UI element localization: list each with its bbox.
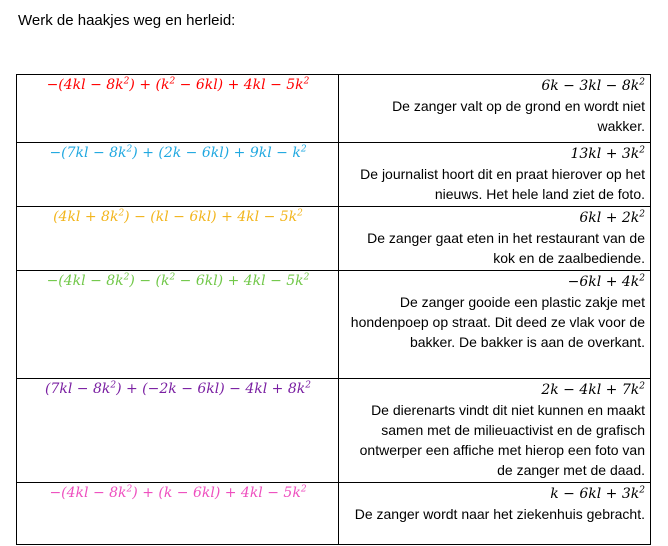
answer-cell: [339, 379, 651, 483]
story-text: De journalist hoort dit en praat hierover op het nieuws. Het hele land ziet de foto.: [360, 166, 645, 202]
exponent: 2: [110, 380, 117, 391]
expression-cell: [17, 379, 339, 483]
story-text: De zanger gooide een plastic zakje met hondenpoep op straat. Dit deed ze vlak voor de bakker. De bakker is aan de overkant.: [350, 294, 645, 350]
expression-part: −(7kl − 8k: [49, 145, 127, 161]
exponent: 2: [126, 484, 133, 495]
answer-expression-part: k − 6kl + 3k: [550, 486, 640, 502]
expression-cell: [17, 207, 339, 271]
answer-cell: [339, 483, 651, 545]
expression-part: ) − (kl − 6kl) + 4kl − 5k: [124, 209, 298, 225]
answer-expression: [345, 208, 645, 228]
answer-cell: [339, 271, 651, 379]
expression-part: (7kl − 8k: [45, 381, 111, 397]
expression-cell: [17, 143, 339, 207]
answer-expression: [345, 272, 645, 292]
answer-expression: [345, 380, 645, 400]
expression-cell: [17, 483, 339, 545]
exponent: 2: [126, 144, 133, 155]
exponent: 2: [169, 272, 176, 283]
instruction-heading: Werk de haakjes weg en herleid:: [18, 12, 236, 29]
answer-cell: [339, 75, 651, 143]
table-row: [17, 483, 651, 545]
table-row: [17, 207, 651, 271]
expression-cell: [17, 75, 339, 143]
story-text: De zanger gaat eten in het restaurant van de kok en de zaalbediende.: [367, 230, 645, 266]
expression-part: ) − (k: [129, 273, 170, 289]
exponent: 2: [300, 484, 307, 495]
exponent: 2: [639, 381, 645, 392]
exponent: 2: [639, 77, 645, 88]
exponent: 2: [118, 208, 125, 219]
expression-cell: [17, 271, 339, 379]
expression-part: (4kl + 8k: [53, 209, 119, 225]
answer-expression: [345, 144, 645, 164]
answer-expression: [345, 484, 645, 504]
exponent: 2: [305, 380, 311, 391]
expression-part: ) + (k: [129, 77, 170, 93]
answer-cell: [339, 207, 651, 271]
exponent: 2: [303, 76, 310, 87]
exponent: 2: [639, 485, 645, 496]
story-text: De zanger valt op de grond en wordt niet wakker.: [392, 98, 645, 134]
answer-cell: [339, 143, 651, 207]
table-row: [17, 271, 651, 379]
expression-part: − 6kl) + 4kl − 5k: [175, 273, 304, 289]
answer-expression-part: 6kl + 2k: [579, 210, 640, 226]
table-row: [17, 143, 651, 207]
exponent: 2: [123, 76, 130, 87]
exponent: 2: [639, 145, 645, 156]
expression-part: ) + (−2k − 6kl) − 4kl + 8k: [116, 381, 306, 397]
exponent: 2: [123, 272, 130, 283]
expression-part: −(4kl − 8k: [46, 273, 124, 289]
exponent: 2: [300, 144, 307, 155]
answer-expression-part: 2k − 4kl + 7k: [541, 382, 640, 398]
expression-part: ) + (2k − 6kl) + 9kl − k: [132, 145, 301, 161]
exponent: 2: [303, 272, 310, 283]
exercise-table: [16, 74, 651, 545]
exponent: 2: [297, 208, 303, 219]
table-row: [17, 379, 651, 483]
expression-part: − 6kl) + 4kl − 5k: [175, 77, 304, 93]
table-row: [17, 75, 651, 143]
answer-expression-part: 13kl + 3k: [570, 146, 640, 162]
expression-part: ) + (k − 6kl) + 4kl − 5k: [132, 485, 301, 501]
story-text: De zanger wordt naar het ziekenhuis gebracht.: [354, 506, 645, 522]
expression-part: −(4kl − 8k: [46, 77, 124, 93]
exponent: 2: [639, 209, 645, 220]
answer-expression: [345, 76, 645, 96]
answer-expression-part: 6k − 3kl − 8k: [541, 78, 640, 94]
expression-part: −(4kl − 8k: [49, 485, 127, 501]
story-text: De dierenarts vindt dit niet kunnen en maakt samen met de milieuactivist en de grafisch ontwerper een affiche met hierop een foto van de zanger met de daad.: [359, 402, 645, 478]
exponent: 2: [639, 273, 645, 284]
exponent: 2: [169, 76, 176, 87]
answer-expression-part: −6kl + 4k: [567, 274, 640, 290]
